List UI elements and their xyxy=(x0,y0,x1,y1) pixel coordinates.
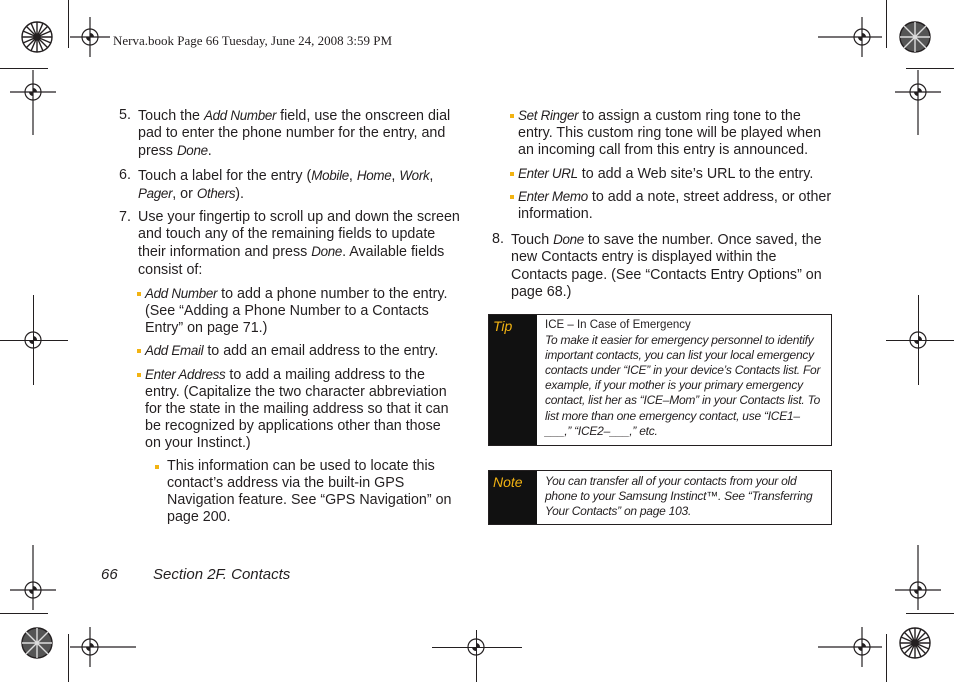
tip-label: Tip xyxy=(489,315,537,445)
target-icon xyxy=(70,627,136,667)
step-8: 8. Touch Done to save the number. Once saved, the new Contacts entry is displayed within the Contacts page. (See “Contacts Entry Options” on page 68.) xyxy=(492,231,822,300)
target-icon xyxy=(818,627,882,667)
field-list xyxy=(138,285,460,527)
target-icon xyxy=(10,70,56,135)
list-item: Enter Address to add a mailing address to the entry. (Capitalize the two character abbreviation for the state in the mailing address so that it can be recognized by applications other than those on your Instinct.) xyxy=(145,366,460,453)
list-item: Enter Memo to add a note, street address, or other information. xyxy=(518,188,834,223)
step-number: 5. xyxy=(119,107,131,123)
note-body: You can transfer all of your contacts from your old phone to your Samsung Instinct™. See “Transferring Your Contacts” on page 103. xyxy=(545,474,813,519)
step-number: 7. xyxy=(119,209,131,226)
page-header: Nerva.book Page 66 Tuesday, June 24, 2008 3:59 PM xyxy=(113,33,393,48)
note-box xyxy=(488,470,832,525)
left-column xyxy=(119,107,460,531)
bullet-icon xyxy=(510,195,514,199)
tip-content xyxy=(537,315,831,445)
bullet-icon xyxy=(137,292,141,296)
section-title: Section 2F. Contacts xyxy=(153,566,291,583)
bullet-icon xyxy=(510,114,514,118)
tip-title: ICE – In Case of Emergency xyxy=(545,319,691,331)
list-item: Enter URL to add a Web site’s URL to the entry. xyxy=(518,165,834,183)
tip-body: To make it easier for emergency personnel to identify important contacts, you can list your local emergency contacts under “ICE” in your device’s Contacts list. For example, if your mother is your primary emergency contact, list her as “ICE–Mom” in your Contacts list. To list more than one emergency contact, use “ICE1–___,” “ICE2–___,” etc. xyxy=(545,333,821,438)
bullet-icon xyxy=(137,373,141,377)
page-number: 66 xyxy=(101,566,118,583)
bullet-icon xyxy=(137,349,141,353)
step-7: 7. Use your fingertip to scroll up and down the screen and touch any of the remaining fields to update their information and press Done. Available fields consist of: xyxy=(119,209,460,278)
step-number: 6. xyxy=(119,166,131,183)
sub-list-item: This information can be used to locate this contact’s address via the built-in GPS Navigation feature. See “GPS Navigation” on page 200. xyxy=(145,458,460,527)
target-icon xyxy=(895,545,941,610)
right-column xyxy=(492,107,834,307)
list-item: Add Email to add an email address to the entry. xyxy=(145,342,460,360)
target-icon xyxy=(818,17,882,57)
list-item: Set Ringer to assign a custom ring tone to the entry. This custom ring tone will be played when an incoming call from this entry is announced. xyxy=(518,107,834,160)
list-item: Add Number to add a phone number to the entry. (See “Adding a Phone Number to a Contacts Entry” on page 71.) xyxy=(145,285,460,338)
note-label: Note xyxy=(489,471,537,524)
step-number: 8. xyxy=(492,231,504,248)
target-icon xyxy=(10,545,56,610)
target-icon xyxy=(895,70,941,135)
tip-box xyxy=(488,314,832,446)
step-5: 5. Touch the Add Number field, use the onscreen dial pad to enter the phone number for the entry, and press Done. xyxy=(119,107,451,160)
step-6: 6. Touch a label for the entry (Mobile, Home, Work, Pager, or Others). xyxy=(119,166,434,202)
bullet-icon xyxy=(155,465,159,469)
bullet-icon xyxy=(510,172,514,176)
